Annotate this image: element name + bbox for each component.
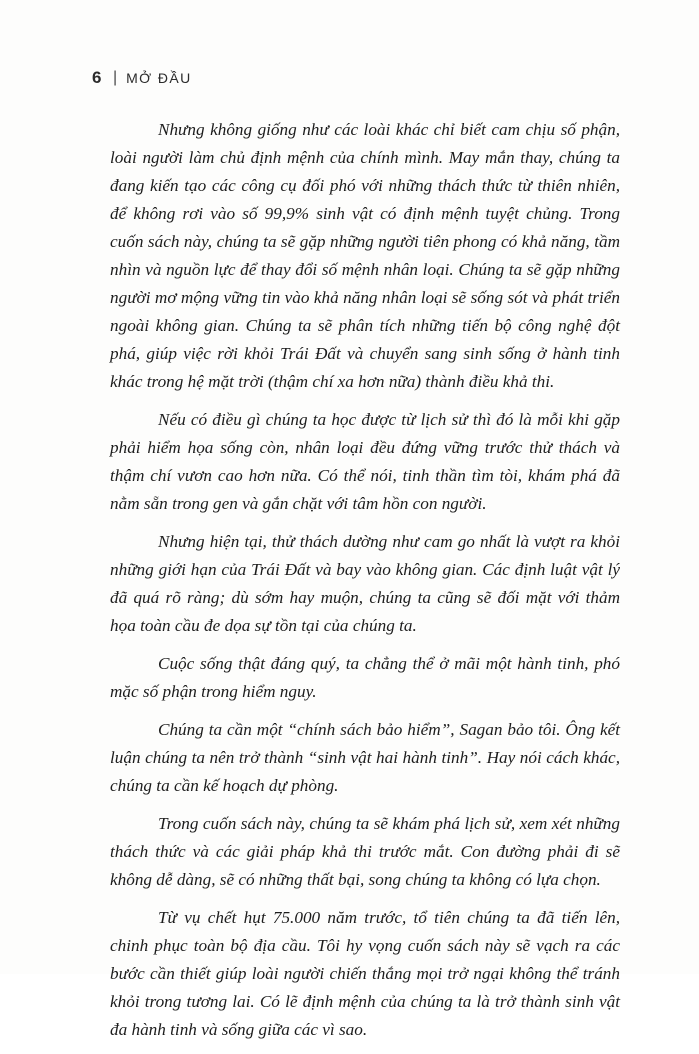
paragraph: Cuộc sống thật đáng quý, ta chẳng thể ở mãi một hành tinh, phó mặc số phận trong hiểm nguy.	[110, 654, 620, 701]
chapter-title: MỞ ĐẦU	[126, 70, 192, 86]
running-header	[92, 66, 192, 90]
paragraph: Từ vụ chết hụt 75.000 năm trước, tổ tiên chúng ta đã tiến lên, chinh phục toàn bộ địa cầu. Tôi hy vọng cuốn sách này sẽ vạch ra các bước cần thiết giúp loài người chiến thắng mọi trở ngại không thể tránh khỏi trong tương lai. Có lẽ định mệnh của chúng ta là trở thành sinh vật đa hành tinh và sống giữa các vì sao.	[110, 908, 620, 1039]
paragraph: Nhưng hiện tại, thử thách dường như cam go nhất là vượt ra khỏi những giới hạn của Trái Đất và bay vào không gian. Các định luật vật lý đã quá rõ ràng; dù sớm hay muộn, chúng ta cũng sẽ đối mặt với thảm họa toàn cầu đe dọa sự tồn tại của chúng ta.	[110, 532, 620, 635]
paragraph: Chúng ta cần một “chính sách bảo hiểm”, Sagan bảo tôi. Ông kết luận chúng ta nên trở thành “sinh vật hai hành tinh”. Hay nói cách khác, chúng ta cần kế hoạch dự phòng.	[110, 720, 620, 795]
header-separator: |	[112, 69, 118, 86]
paragraph: Trong cuốn sách này, chúng ta sẽ khám phá lịch sử, xem xét những thách thức và các giải pháp khả thi trước mắt. Con đường phải đi sẽ không dễ dàng, sẽ có những thất bại, song chúng ta không có lựa chọn.	[110, 814, 620, 889]
paragraph: Nhưng không giống như các loài khác chỉ biết cam chịu số phận, loài người làm chủ định mệnh của chính mình. May mắn thay, chúng ta đang kiến tạo các công cụ đối phó với những thách thức từ thiên nhiên, để không rơi vào số 99,9% sinh vật có định mệnh tuyệt chủng. Trong cuốn sách này, chúng ta sẽ gặp những người tiên phong có khả năng, tầm nhìn và nguồn lực để thay đổi số mệnh nhân loại. Chúng ta sẽ gặp những người mơ mộng vững tin vào khả năng nhân loại sẽ sống sót và phát triển ngoài không gian. Chúng ta sẽ phân tích những tiến bộ công nghệ đột phá, giúp việc rời khỏi Trái Đất và chuyển sang sinh sống ở hành tinh khác trong hệ mặt trời (thậm chí xa hơn nữa) thành điều khả thi.	[110, 120, 620, 391]
body-text	[110, 116, 620, 1054]
paragraph: Nếu có điều gì chúng ta học được từ lịch sử thì đó là mỗi khi gặp phải hiểm họa sống còn, nhân loại đều đứng vững trước thử thách và thậm chí vươn cao hơn nữa. Có thể nói, tinh thần tìm tòi, khám phá đã nằm sẵn trong gen và gắn chặt với tâm hồn con người.	[110, 410, 620, 513]
page-number: 6	[92, 68, 102, 87]
